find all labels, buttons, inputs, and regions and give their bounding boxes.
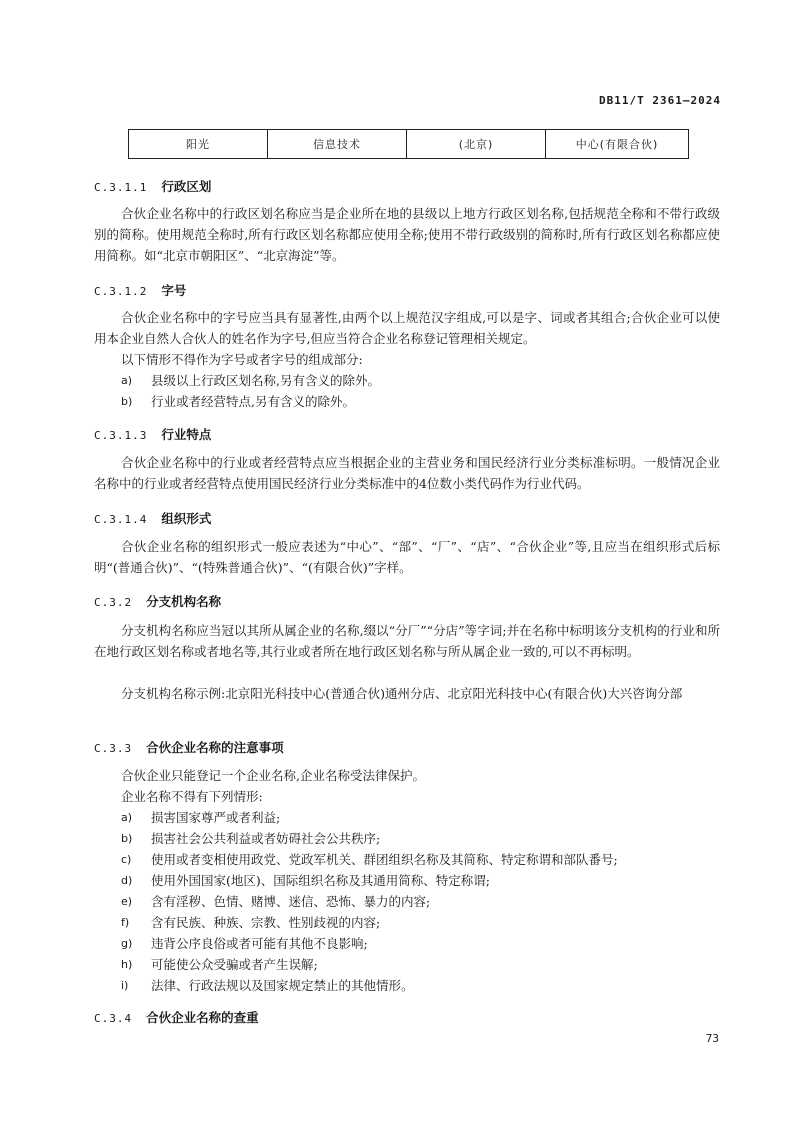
list-item — [121, 912, 380, 933]
list-text: 损害社会公共利益或者妨碍社会公共秩序; — [151, 831, 381, 846]
list-text: 含有淫秽、色情、赌博、迷信、恐怖、暴力的内容; — [151, 894, 431, 909]
list-text: 使用外国国家(地区)、国际组织名称及其通用简称、特定称谓; — [151, 873, 490, 888]
section-number: C.3.3 — [94, 742, 133, 755]
section-title: 合伙企业名称的注意事项 — [146, 740, 284, 755]
list-text: 损害国家尊严或者利益; — [151, 810, 281, 825]
list-item — [121, 891, 430, 912]
section-heading-region — [94, 177, 211, 195]
section-heading-industry — [94, 425, 211, 443]
list-item — [121, 975, 414, 996]
list-marker: b) — [121, 832, 133, 845]
section-title: 行业特点 — [161, 427, 212, 442]
list-text: 违背公序良俗或者可能有其他不良影响; — [151, 936, 368, 951]
list-marker: a) — [121, 374, 133, 387]
document-code: DB11/T 2361—2024 — [599, 94, 721, 107]
table-cell-region: (北京) — [407, 130, 546, 159]
section-number: C.3.2 — [94, 596, 133, 609]
list-text: 含有民族、种族、宗教、性别歧视的内容; — [151, 915, 381, 930]
list-item — [121, 870, 490, 891]
section-number: C.3.1.1 — [94, 181, 148, 194]
paragraph-trade-name-intro: 以下情形不得作为字号或者字号的组成部分: — [121, 352, 363, 367]
section-heading-branch — [94, 592, 221, 610]
table-cell-industry: 信息技术 — [268, 130, 407, 159]
list-text: 法律、行政法规以及国家规定禁止的其他情形。 — [151, 978, 414, 993]
list-marker: d) — [121, 874, 133, 887]
paragraph-branch-example: 分支机构名称示例:北京阳光科技中心(普通合伙)通州分店、北京阳光科技中心(有限合伙)大兴咨询分部 — [121, 686, 683, 701]
list-item — [121, 391, 355, 412]
paragraph-notice-2: 企业名称不得有下列情形: — [121, 789, 263, 804]
paragraph-region: 合伙企业名称中的行政区划名称应当是企业所在地的县级以上地方行政区划名称,包括规范全称和不带行政级别的简称。使用规范全称时,所有行政区划名称都应使用全称;使用不带行政级别的简称时,所有行政区划名称都应使用简称。如“北京市朝阳区”、“北京海淀”等。 — [94, 206, 720, 263]
table-row — [129, 130, 689, 159]
list-marker: f) — [121, 916, 130, 929]
table-cell-form: 中心(有限合伙) — [546, 130, 689, 159]
list-text: 可能使公众受骗或者产生误解; — [151, 957, 318, 972]
section-heading-org-form — [94, 509, 211, 527]
list-item — [121, 933, 368, 954]
list-marker: c) — [121, 853, 132, 866]
section-heading-trade-name — [94, 281, 186, 299]
list-text: 使用或者变相使用政党、党政军机关、群团组织名称及其简称、特定称谓和部队番号; — [151, 852, 618, 867]
paragraph-notice-1: 合伙企业只能登记一个企业名称,企业名称受法律保护。 — [121, 768, 425, 783]
section-number: C.3.1.4 — [94, 513, 148, 526]
paragraph-org-form: 合伙企业名称的组织形式一般应表述为“中心”、“部”、“厂”、“店”、“合伙企业”等,且应当在组织形式后标明“(普通合伙)”、“(特殊普通合伙)”、“(有限合伙)”字样。 — [94, 539, 720, 575]
section-heading-notice — [94, 738, 284, 756]
section-title: 分支机构名称 — [146, 594, 222, 609]
section-title: 字号 — [161, 283, 187, 298]
page-number: 73 — [705, 1032, 719, 1045]
paragraph-branch: 分支机构名称应当冠以其所从属企业的名称,缀以“分厂”“分店”等字词;并在名称中标明该分支机构的行业和所在地行政区划名称或者地名等,其行业或者所在地行政区划名称与所从属企业一致的,可以不再标明。 — [94, 623, 720, 659]
section-number: C.3.1.3 — [94, 429, 148, 442]
table-cell-place: 阳光 — [129, 130, 268, 159]
paragraph-industry: 合伙企业名称中的行业或者经营特点应当根据企业的主营业务和国民经济行业分类标准标明。一般情况企业名称中的行业或者经营特点使用国民经济行业分类标准中的4位数小类代码作为行业代码。 — [94, 455, 720, 491]
section-number: C.3.1.2 — [94, 285, 148, 298]
list-item — [121, 370, 380, 391]
name-example-table — [128, 129, 689, 159]
list-text: 县级以上行政区划名称,另有含义的除外。 — [151, 373, 380, 388]
section-title: 合伙企业名称的查重 — [146, 1010, 259, 1025]
section-title: 组织形式 — [161, 511, 212, 526]
list-item — [121, 807, 280, 828]
list-item — [121, 849, 618, 870]
list-marker: i) — [121, 979, 129, 992]
section-number: C.3.4 — [94, 1012, 133, 1025]
section-heading-duplicate-check — [94, 1008, 259, 1026]
list-item — [121, 828, 380, 849]
list-item — [121, 954, 318, 975]
list-marker: h) — [121, 958, 133, 971]
paragraph-trade-name: 合伙企业名称中的字号应当具有显著性,由两个以上规范汉字组成,可以是字、词或者其组合;合伙企业可以使用本企业自然人合伙人的姓名作为字号,但应当符合企业名称登记管理相关规定。 — [94, 310, 720, 346]
list-marker: b) — [121, 395, 133, 408]
list-text: 行业或者经营特点,另有含义的除外。 — [151, 394, 355, 409]
list-marker: a) — [121, 811, 133, 824]
section-title: 行政区划 — [161, 179, 212, 194]
list-marker: g) — [121, 937, 133, 950]
list-marker: e) — [121, 895, 133, 908]
